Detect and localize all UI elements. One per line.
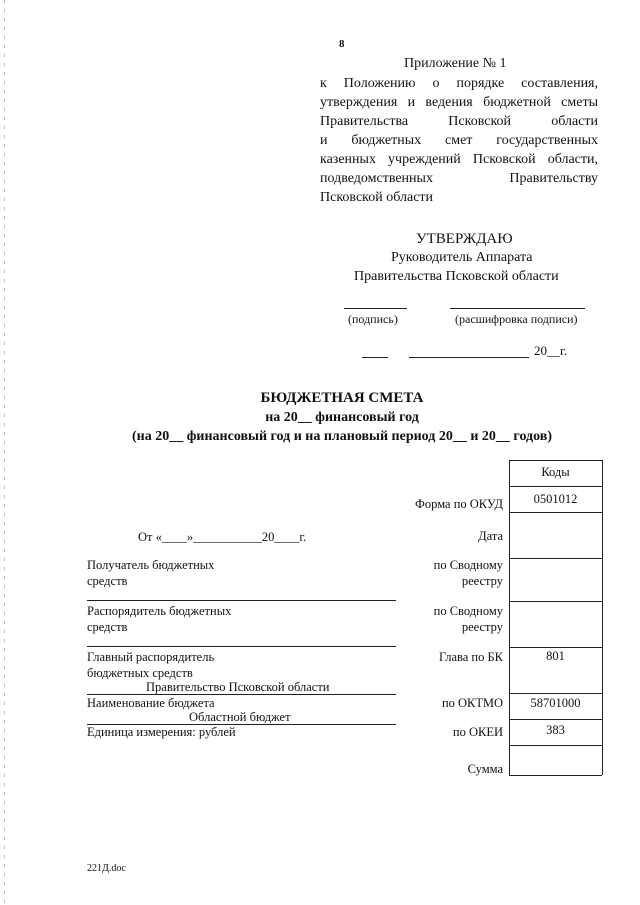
chief-manager-fill-line bbox=[87, 694, 396, 695]
appendix-line: к Положению о порядке составления, bbox=[320, 76, 598, 91]
chief-manager-label: Главный распорядитель bbox=[87, 650, 215, 664]
svod-registry-label: реестру bbox=[461, 574, 503, 588]
svod-registry-label: реестру bbox=[461, 620, 503, 634]
document-subtitle-planning: (на 20__ финансовый год и на плановый период 20__ и 20__ годов) bbox=[132, 429, 552, 444]
oktmo-code: 58701000 bbox=[530, 696, 581, 710]
file-name: 221Д.doc bbox=[87, 863, 126, 874]
codes-border bbox=[509, 460, 602, 461]
manager-fill-line bbox=[87, 646, 396, 647]
document-title: БЮДЖЕТНАЯ СМЕТА bbox=[260, 390, 424, 406]
page-number: 8 bbox=[339, 38, 345, 50]
chief-manager-value: Правительство Псковской области bbox=[146, 680, 330, 694]
date-day-line bbox=[362, 357, 388, 358]
date-label: Дата bbox=[478, 529, 503, 543]
appendix-line: и бюджетных смет государственных bbox=[320, 133, 598, 148]
scan-edge bbox=[4, 0, 5, 905]
codes-border bbox=[509, 745, 602, 746]
recipient-fill-line bbox=[87, 600, 396, 601]
okud-label: Форма по ОКУД bbox=[415, 497, 503, 511]
codes-border bbox=[509, 647, 602, 648]
date-from-field: От «____»___________20____г. bbox=[138, 530, 307, 544]
codes-border bbox=[509, 693, 602, 694]
codes-border bbox=[509, 601, 602, 602]
appendix-line: Псковской области bbox=[320, 190, 434, 205]
glava-label: Глава по БК bbox=[438, 650, 503, 664]
okud-code: 0501012 bbox=[533, 492, 578, 506]
svod-registry-label: по Сводному bbox=[433, 604, 503, 618]
appendix-line: Правительства Псковской области bbox=[320, 114, 598, 129]
decoding-caption: (расшифровка подписи) bbox=[455, 312, 578, 326]
svod-registry-label: по Сводному bbox=[433, 558, 503, 572]
manager-label: средств bbox=[87, 620, 128, 634]
okei-code: 383 bbox=[546, 723, 565, 737]
codes-border bbox=[509, 512, 602, 513]
codes-border bbox=[602, 460, 603, 775]
codes-border bbox=[509, 775, 602, 776]
appendix-line: подведомственных Правительству bbox=[320, 171, 598, 186]
signature-line bbox=[344, 308, 407, 309]
approval-date-year: 20__г. bbox=[534, 343, 568, 358]
unit-label: Единица измерения: рублей bbox=[87, 725, 236, 739]
appendix-line: утверждения и ведения бюджетной сметы bbox=[320, 95, 598, 110]
budget-value: Областной бюджет bbox=[189, 710, 291, 724]
glava-code: 801 bbox=[546, 649, 565, 663]
budget-label: Наименование бюджета bbox=[87, 696, 215, 710]
codes-border bbox=[509, 719, 602, 720]
approval-position: Руководитель Аппарата bbox=[391, 250, 533, 265]
recipient-label: Получатель бюджетных bbox=[87, 558, 215, 572]
signature-caption: (подпись) bbox=[348, 312, 398, 326]
decoding-line bbox=[450, 308, 585, 309]
codes-border bbox=[509, 486, 602, 487]
document-subtitle: на 20__ финансовый год bbox=[265, 410, 419, 425]
okei-label: по ОКЕИ bbox=[452, 725, 503, 739]
date-month-line bbox=[409, 357, 529, 358]
manager-label: Распорядитель бюджетных bbox=[87, 604, 232, 618]
appendix-line: казенных учреждений Псковской области, bbox=[320, 152, 598, 167]
approval-organization: Правительства Псковской области bbox=[354, 269, 559, 284]
codes-header: Коды bbox=[541, 465, 570, 479]
recipient-label: средств bbox=[87, 574, 128, 588]
approval-heading: УТВЕРЖДАЮ bbox=[416, 231, 513, 247]
oktmo-label: по ОКТМО bbox=[441, 696, 503, 710]
appendix-title: Приложение № 1 bbox=[404, 56, 507, 71]
chief-manager-label: бюджетных средств bbox=[87, 666, 193, 680]
codes-border bbox=[509, 558, 602, 559]
appendix-text bbox=[320, 74, 598, 207]
sum-label: Сумма bbox=[467, 762, 503, 776]
